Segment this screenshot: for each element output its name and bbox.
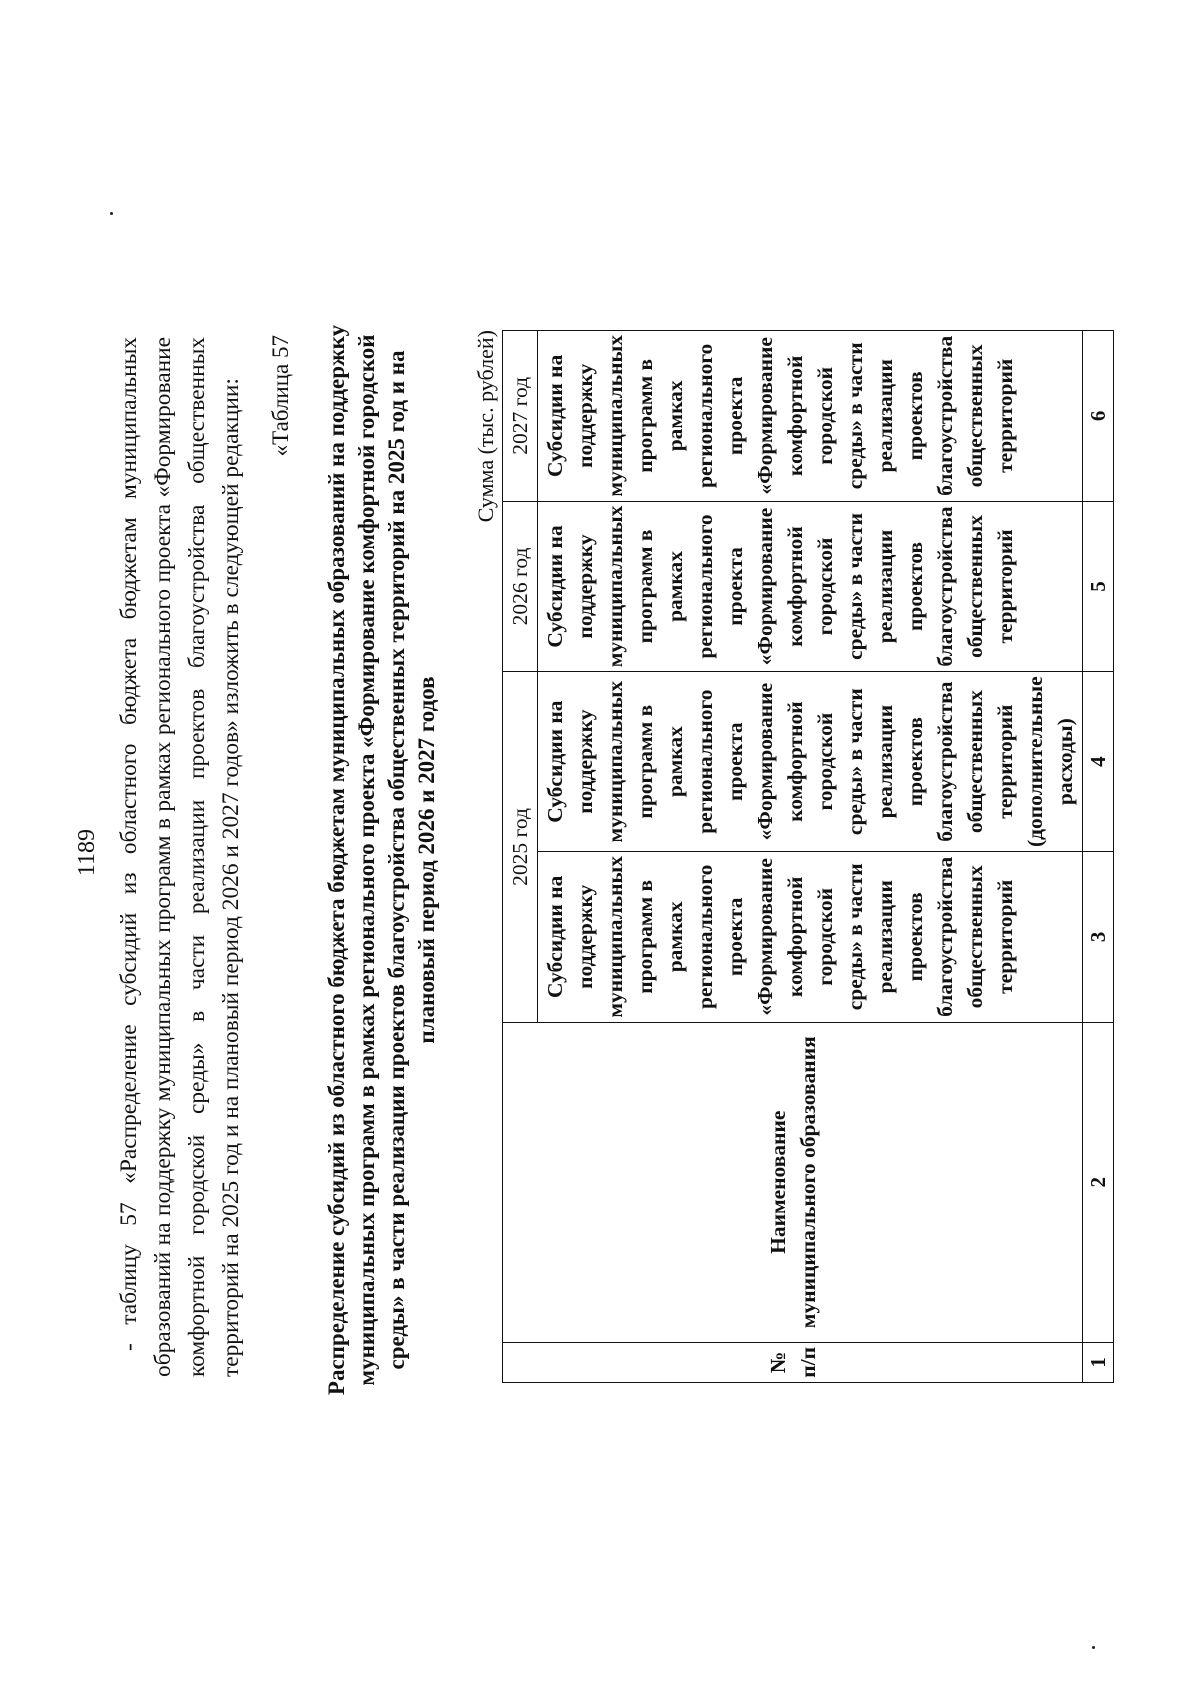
table-label: «Таблица 57 (268, 335, 293, 457)
units-label: Сумма (тыс. рублей) (473, 330, 498, 523)
header-year-2027: 2027 год (503, 331, 538, 502)
intro-text: - таблицу 57 «Распределение субсидий из областного бюджета бюджетам муниципальных образований на поддержку муниципальных программ в рамках регионального проекта «Формирование комфортной городской среды» в части реализации проектов благоустройства общественных территорий на 2025 год и на плановый период 2026 и 2027 годов» изложить в следующей редакции: (116, 337, 244, 1377)
header-no: № п/п (503, 1342, 1083, 1382)
header-col6: Субсидии на поддержку муниципальных программ в рамках регионального проекта «Формирование комфортной городской среды» в части реализации проектов благоустройства общественных территорий (538, 331, 1083, 502)
header-year-2026: 2026 год (503, 501, 538, 672)
col-number: 1 (1083, 1342, 1114, 1382)
subsidy-table (502, 330, 1114, 1383)
column-number-row (1083, 331, 1114, 1383)
scan-speck (110, 212, 113, 215)
scan-speck (1092, 1646, 1095, 1649)
header-col4: Субсидии на поддержку муниципальных программ в рамках регионального проекта «Формирование комфортной городской среды» в части реализации проектов благоустройства общественных территорий (дополнительные расходы) (538, 672, 1083, 852)
header-year-2025: 2025 год (503, 672, 538, 1022)
table-title: Распределение субсидий из областного бюджета бюджетам муниципальных образований на поддержку муниципальных программ в рамках регионального проекта «Формирование комфортной городской среды» в части реализации проектов благоустройства общественных территорий на 2025 год и на плановый период 2026 и 2027 годов (324, 324, 439, 1396)
header-row-years (503, 331, 538, 1383)
header-col5: Субсидии на поддержку муниципальных программ в рамках регионального проекта «Формирование комфортной городской среды» в части реализации проектов благоустройства общественных территорий (538, 501, 1083, 672)
header-col3: Субсидии на поддержку муниципальных программ в рамках регионального проекта «Формирование комфортной городской среды» в части реализации проектов благоустройства общественных территорий (538, 852, 1083, 1023)
col-number: 2 (1083, 1022, 1114, 1342)
col-number: 4 (1083, 672, 1114, 852)
page-number: 1189 (74, 828, 100, 877)
col-number: 5 (1083, 501, 1114, 672)
intro-paragraph (112, 337, 248, 1377)
header-name: Наименование муниципального образования (503, 1022, 1083, 1342)
col-number: 3 (1083, 852, 1114, 1023)
col-number: 6 (1083, 331, 1114, 502)
